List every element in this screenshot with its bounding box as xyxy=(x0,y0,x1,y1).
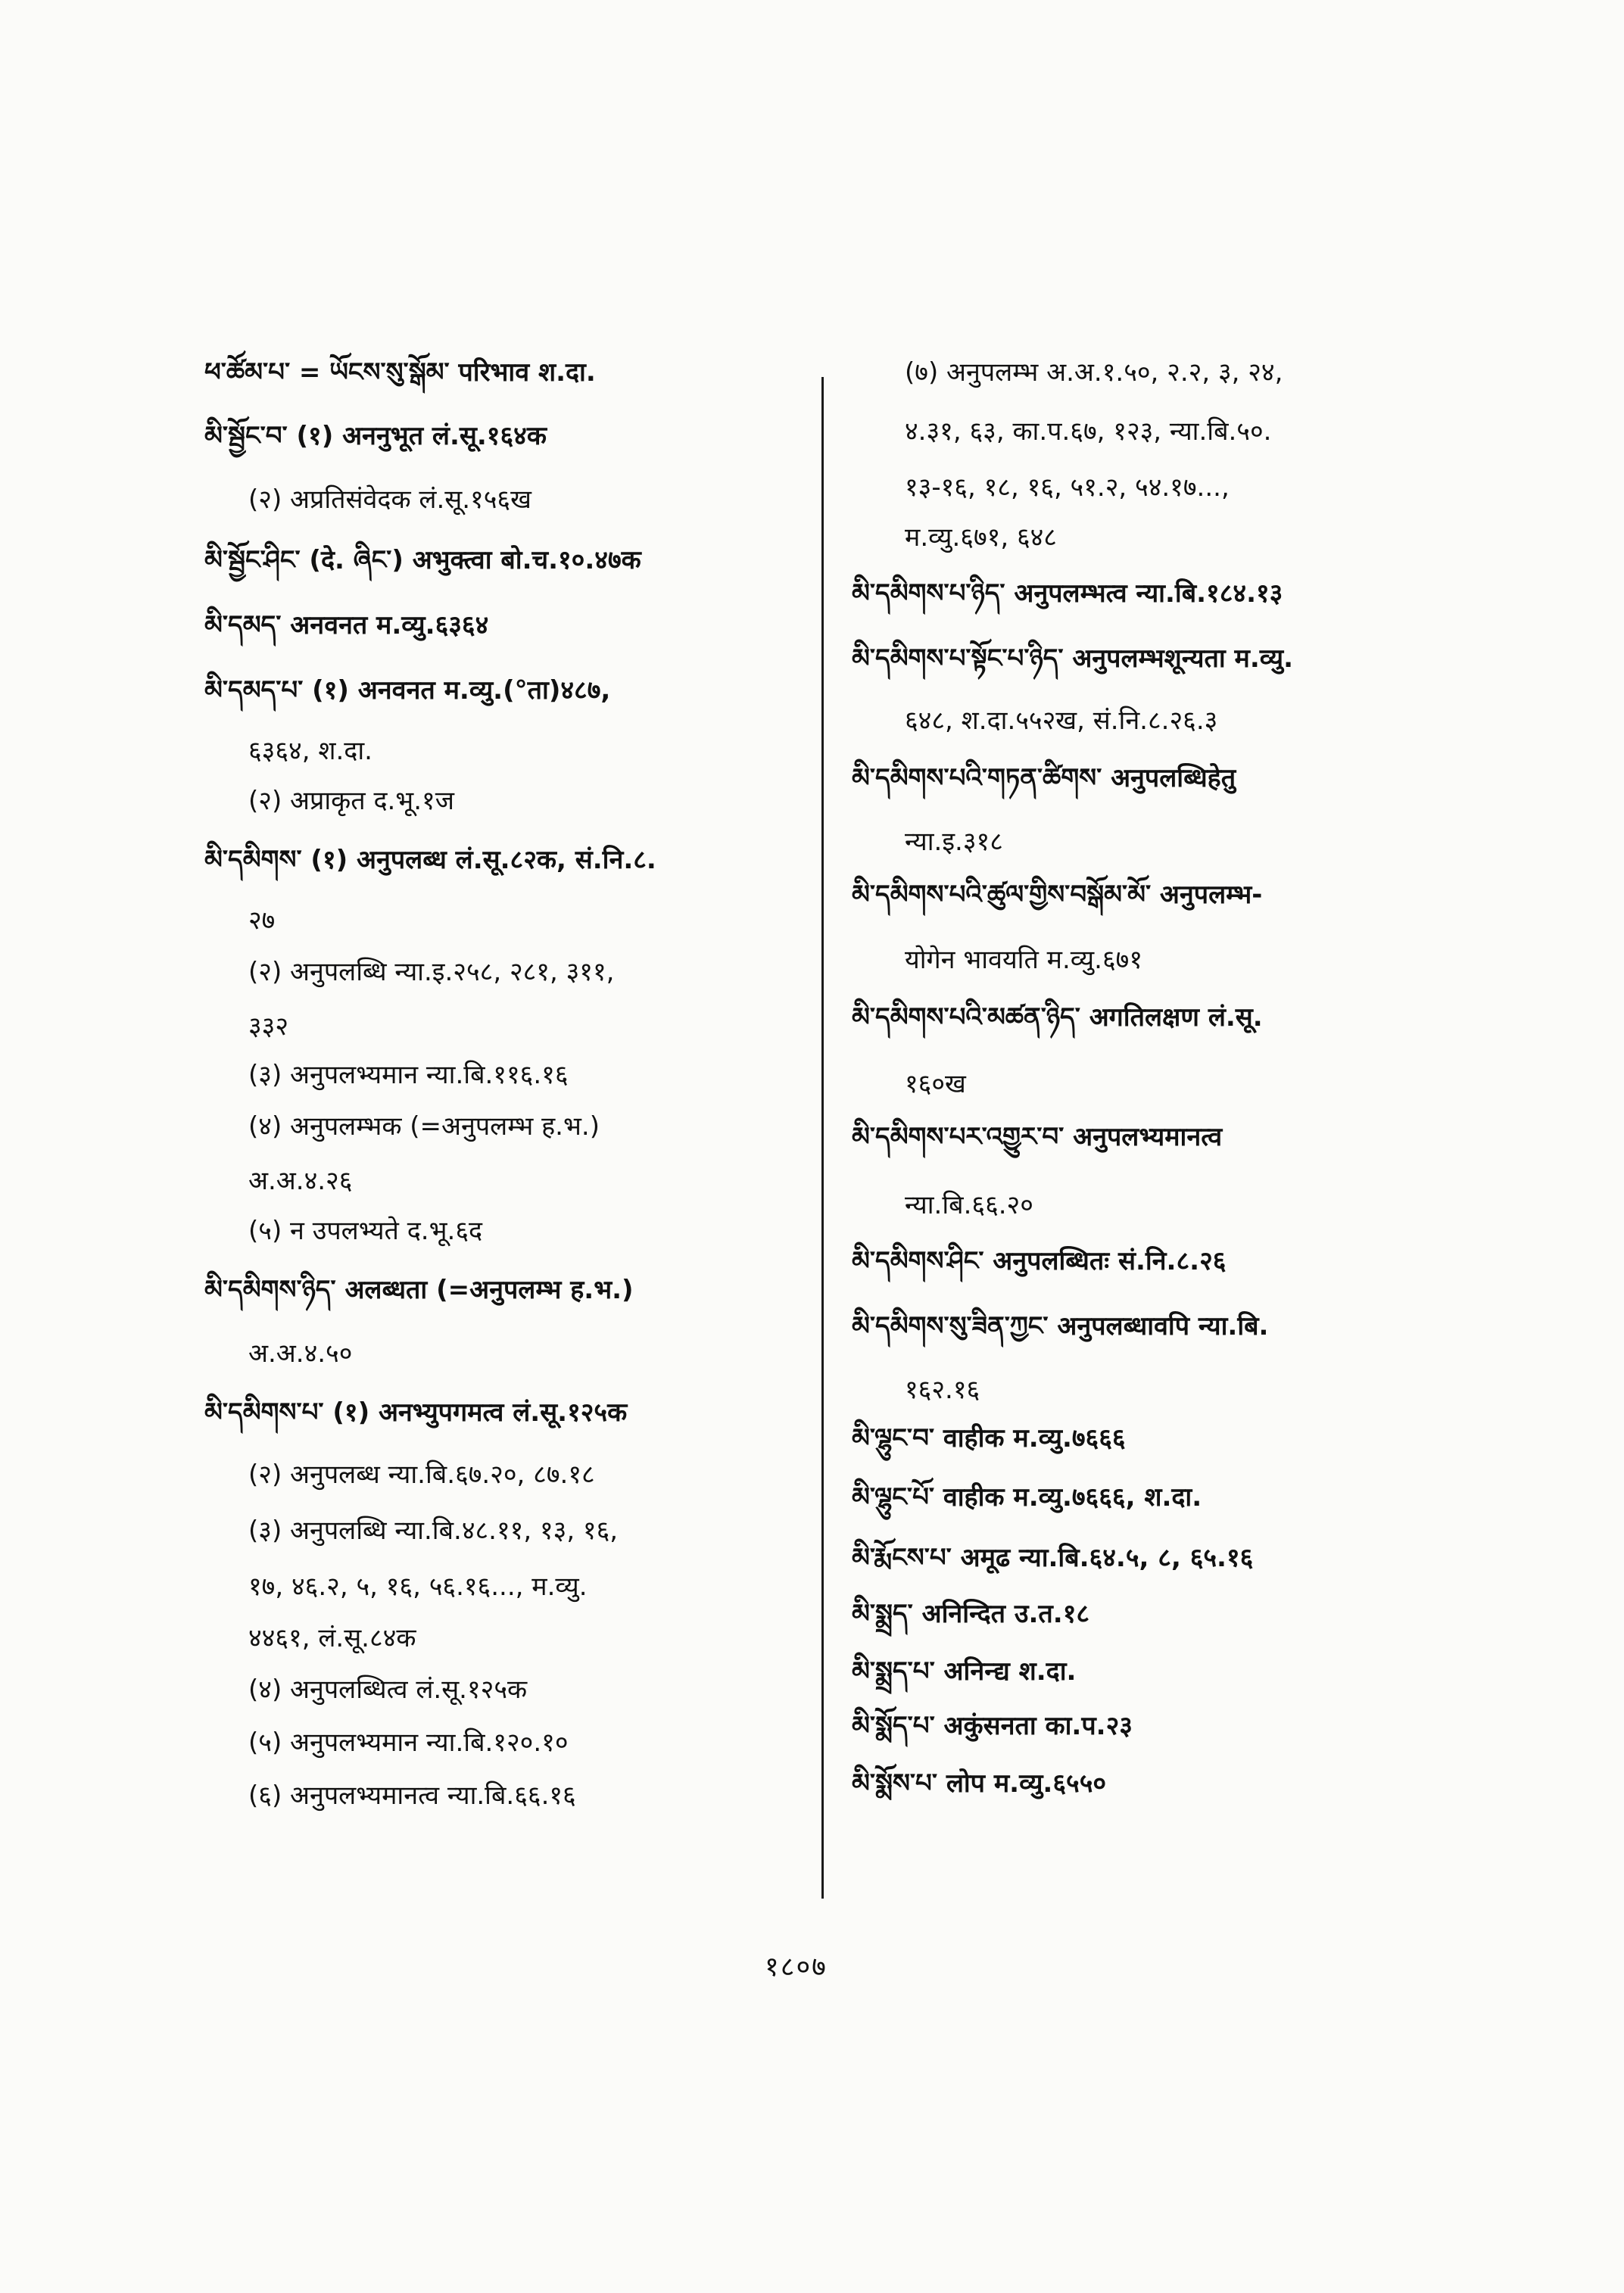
entry-line: མི་དམིགས་ཉིད་ अलब्धता (=अनुपलम्भ ह.भ.) xyxy=(204,1275,634,1305)
entry-line: ཕ་ཚོམ་པ་ = ཡོངས་སུ་སྒོམ་ परिभाव श.दा. xyxy=(204,357,596,388)
entry-line: (७) अनुपलम्भ अ.अ.१.५०, २.२, ३, २४, xyxy=(905,357,1283,388)
entry-line: (२) अप्राकृत द.भू.१ज xyxy=(248,786,454,816)
entry-line: न्या.इ.३१८ xyxy=(905,827,1003,857)
entry-line: མི་དམིགས་པར་འགྱུར་བ་ अनुपलभ्यमानत्व xyxy=(852,1122,1223,1152)
entry-line: (६) अनुपलभ्यमानत्व न्या.बि.६६.१६ xyxy=(248,1781,576,1811)
entry-line: (२) अनुपलब्ध न्या.बि.६७.२०, ८७.१८ xyxy=(248,1460,595,1490)
entry-line: ४.३१, ६३, का.प.६७, १२३, न्या.बि.५०. xyxy=(905,416,1272,447)
entry-line: མི་དམད་པ་ (१) अनवनत म.व्यु.(°ता)४८७, xyxy=(204,675,611,706)
entry-line: (३) अनुपलब्धि न्या.बि.४८.११, १३, १६, xyxy=(248,1516,619,1546)
entry-line: མི་སྨྲད་པ་ अनिन्द्य श.दा. xyxy=(852,1656,1077,1687)
entry-line: མི་དམིགས་པའི་གཏན་ཚིགས་ अनुपलब्धिहेतु xyxy=(852,763,1236,793)
entry-line: ६३६४, श.दा. xyxy=(248,736,372,766)
entry-line: १७, ४६.२, ५, १६, ५६.१६..., म.व्यु. xyxy=(248,1572,588,1602)
entry-line: མི་སྨོད་པ་ अकुंसनता का.प.२३ xyxy=(852,1711,1133,1741)
entry-line: མི་དམིགས་པ་ (१) अनभ्युपगमत्व लं.सू.१२५क xyxy=(204,1397,628,1428)
entry-line: ६४८, श.दा.५५२ख, सं.नि.८.२६.३ xyxy=(905,706,1218,736)
entry-line: १३-१६, १८, १६, ५१.२, ५४.१७..., xyxy=(905,472,1230,503)
entry-line: न्या.बि.६६.२० xyxy=(905,1190,1033,1220)
entry-line: (४) अनुपलब्धित्व लं.सू.१२५क xyxy=(248,1675,528,1705)
entry-line: (२) अनुपलब्धि न्या.इ.२५८, २८१, ३११, xyxy=(248,957,615,987)
entry-line: (२) अप्रतिसंवेदक लं.सू.१५६ख xyxy=(248,484,531,515)
entry-line: མི་དམིགས་པའི་མཚན་ཉིད་ अगतिलक्षण लं.सू. xyxy=(852,1002,1263,1033)
entry-line: १६२.१६ xyxy=(905,1375,980,1405)
entry-line: མི་ལྷུང་པོ་ वाहीक म.व्यु.७६६६, श.दा. xyxy=(852,1482,1202,1513)
page-number: १८०७ xyxy=(765,1952,828,1983)
entry-line: མི་སྦྱོང་ཤིང་ (दे. ཞིང་) अभुक्त्वा बो.च.१०.४७क xyxy=(204,545,641,575)
entry-line: མི་སྦྱོང་བ་ (१) अननुभूत लं.सू.१६४क xyxy=(204,421,547,451)
entry-line: མི་དམིགས་ཤིང་ अनुपलब्धितः सं.नि.८.२६ xyxy=(852,1246,1227,1276)
entry-line: २७ xyxy=(248,905,276,936)
entry-line: १६०ख xyxy=(905,1069,966,1099)
entry-line: योगेन भावयति म.व्यु.६७१ xyxy=(905,945,1143,975)
entry-line: མི་སྨྲད་ अनिन्दित उ.त.१८ xyxy=(852,1599,1090,1629)
entry-line: (४) अनुपलम्भक (=अनुपलम्भ ह.भ.) xyxy=(248,1111,600,1142)
entry-line: अ.अ.४.२६ xyxy=(248,1166,353,1196)
column-divider xyxy=(821,377,824,1899)
entry-line: མི་དམིགས་སུ་ཟིན་ཀྱང་ अनुपलब्धावपि न्या.बि. xyxy=(852,1311,1269,1341)
entry-line: མི་ལྷུང་བ་ वाहीक म.व्यु.७६६६ xyxy=(852,1423,1126,1453)
entry-line: ४४६१, लं.सू.८४क xyxy=(248,1623,416,1653)
entry-line: (५) न उपलभ्यते द.भू.६द xyxy=(248,1216,483,1246)
entry-line: (५) अनुपलभ्यमान न्या.बि.१२०.१० xyxy=(248,1728,569,1758)
entry-line: མི་རྨོངས་པ་ अमूढ न्या.बि.६४.५, ८, ६५.१६ xyxy=(852,1543,1254,1573)
entry-line: མི་དམིགས་པའི་ཚུལ་གྱིས་བསྒོམ་མོ་ अनुपलम्भ- xyxy=(852,880,1263,910)
entry-line: ३३२ xyxy=(248,1011,289,1042)
entry-line: མི་སྨོས་པ་ लोप म.व्यु.६५५० xyxy=(852,1768,1107,1799)
entry-line: མི་དམིགས་པ་སྟོང་པ་ཉིད་ अनुपलम्भशून्यता म.व्यु. xyxy=(852,643,1294,674)
entry-line: म.व्यु.६७१, ६४८ xyxy=(905,522,1057,553)
entry-line: (३) अनुपलभ्यमान न्या.बि.११६.१६ xyxy=(248,1060,569,1090)
entry-line: མི་དམད་ अनवनत म.व्यु.६३६४ xyxy=(204,610,489,640)
entry-line: अ.अ.४.५० xyxy=(248,1338,353,1369)
entry-line: མི་དམིགས་ (१) अनुपलब्ध लं.सू.८२क, सं.नि.८. xyxy=(204,845,656,875)
entry-line: མི་དམིགས་པ་ཉིད་ अनुपलम्भत्व न्या.बि.१८४.१३ xyxy=(852,578,1283,609)
